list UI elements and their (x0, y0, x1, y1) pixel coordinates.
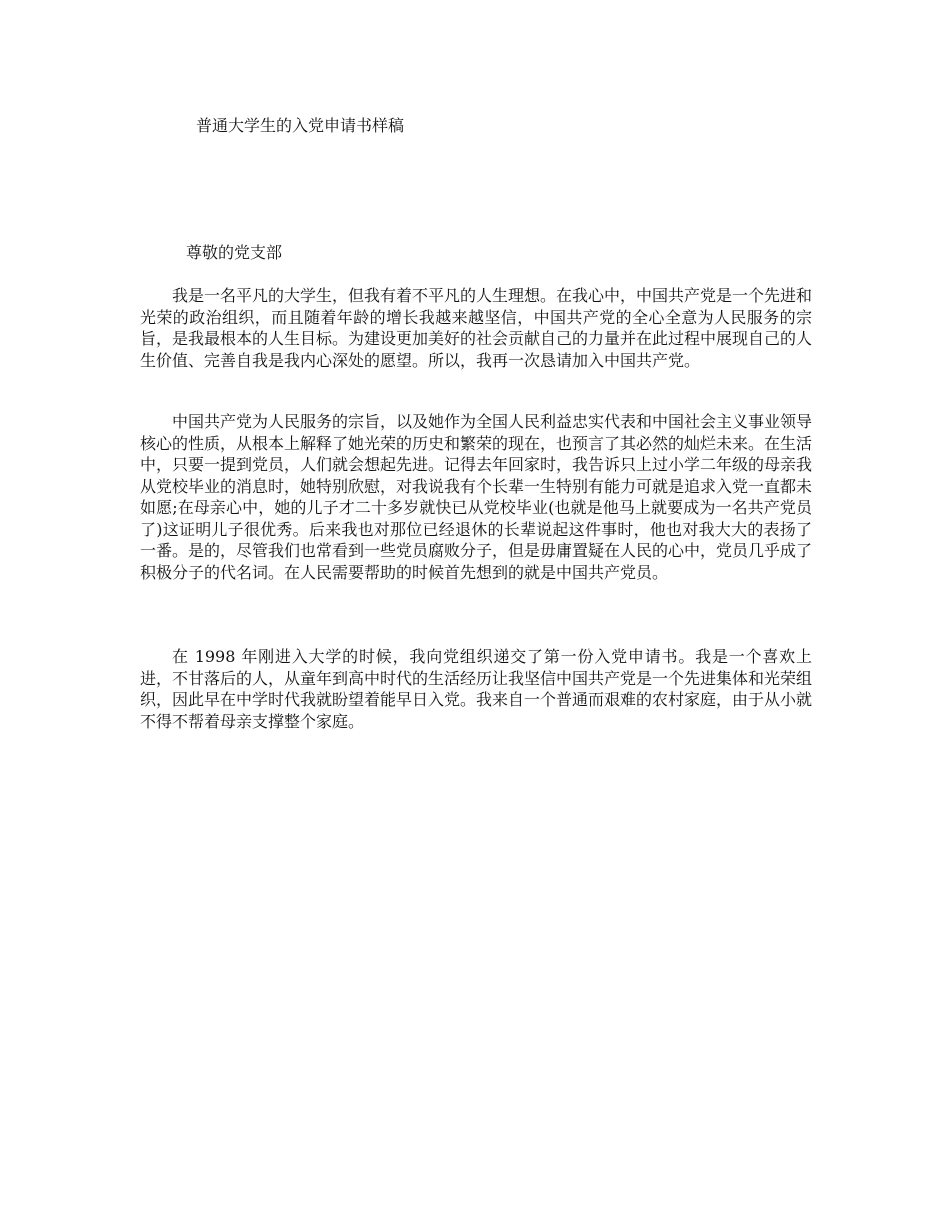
paragraph-2: 中国共产党为人民服务的宗旨，以及她作为全国人民利益忠实代表和中国社会主义事业领导核心的性质，从根本上解释了她光荣的历史和繁荣的现在，也预言了其必然的灿烂未来。在生活中，只要一提到党员，人们就会想起先进。记得去年回家时，我告诉只上过小学二年级的母亲我从党校毕业的消息时，她特别欣慰，对我说我有个长辈一生特别有能力可就是追求入党一直都未如愿;在母亲心中，她的儿子才二十多岁就快已从党校毕业(也就是他马上就要成为一名共产党员了)这证明儿子很优秀。后来我也对那位已经退休的长辈说起这件事时，他也对我大大的表扬了一番。是的，尽管我们也常看到一些党员腐败分子，但是毋庸置疑在人民的心中，党员几乎成了积极分子的代名词。在人民需要帮助的时候首先想到的就是中国共产党员。 (140, 412, 813, 582)
paragraph-1: 我是一名平凡的大学生，但我有着不平凡的人生理想。在我心中，中国共产党是一个先进和光荣的政治组织，而且随着年龄的增长我越来越坚信，中国共产党的全心全意为人民服务的宗旨，是我最根本的人生目标。为建设更加美好的社会贡献自己的力量并在此过程中展现自己的人生价值、完善自我是我内心深处的愿望。所以，我再一次恳请加入中国共产党。 (140, 286, 813, 370)
document-title: 普通大学生的入党申请书样稿 (196, 116, 405, 135)
paragraph-3: 在 1998 年刚进入大学的时候，我向党组织递交了第一份入党申请书。我是一个喜欢上进，不甘落后的人，从童年到高中时代的生活经历让我坚信中国共产党是一个先进集体和光荣组织，因此早在中学时代我就盼望着能早日入党。我来自一个普通而艰难的农村家庭，由于从小就不得不帮着母亲支撑整个家庭。 (140, 647, 813, 731)
salutation: 尊敬的党支部 (186, 243, 283, 262)
